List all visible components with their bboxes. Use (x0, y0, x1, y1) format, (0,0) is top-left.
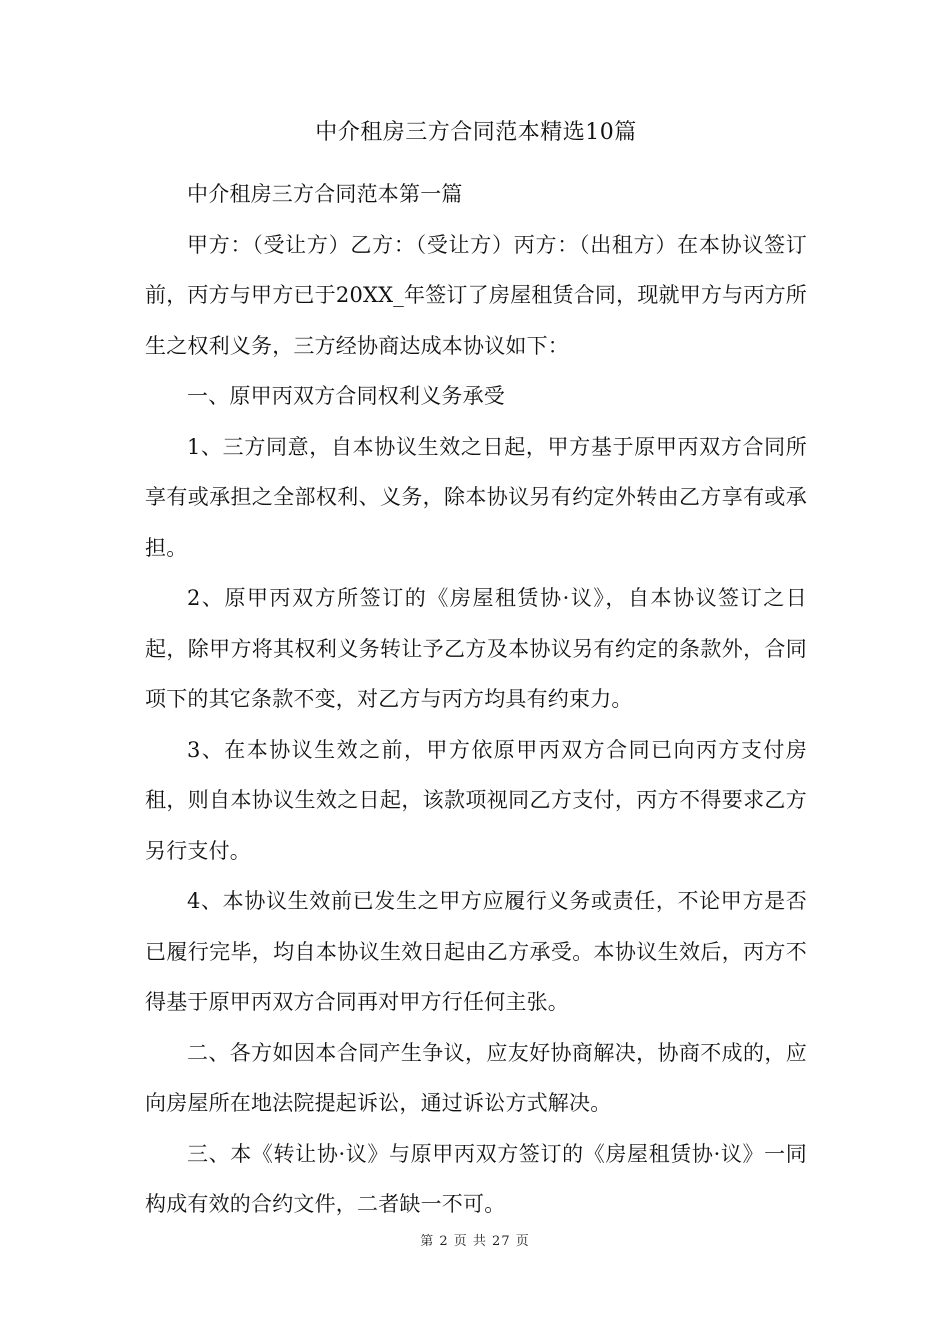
clause-1-2: 2、原甲丙双方所签订的《房屋租赁协·议》，自本协议签订之日起，除甲方将其权利义务转让予乙方及本协议另有约定的条款外，合同项下的其它条款不变，对乙方与丙方均具有约束力。 (145, 586, 807, 711)
paragraph-parties: 甲方：（受让方）乙方：（受让方）丙方：（出租方）在本协议签订前，丙方与甲方已于20XX_年签订了房屋租赁合同，现就甲方与丙方所生之权利义务，三方经协商达成本协议如下： (145, 232, 807, 358)
clause-1-4: 4、本协议生效前已发生之甲方应履行义务或责任，不论甲方是否已履行完毕，均自本协议生效日起由乙方承受。本协议生效后，丙方不得基于原甲丙双方合同再对甲方行任何主张。 (145, 889, 807, 1014)
document-body (145, 115, 807, 1230)
clause-1-1: 1、三方同意，自本协议生效之日起，甲方基于原甲丙双方合同所享有或承担之全部权利、义务，除本协议另有约定外转由乙方享有或承担。 (145, 434, 807, 560)
clause-heading-1: 一、原甲丙双方合同权利义务承受 (187, 384, 505, 408)
section-heading: 中介租房三方合同范本第一篇 (187, 182, 463, 206)
clause-1-3: 3、在本协议生效之前，甲方依原甲丙双方合同已向丙方支付房租，则自本协议生效之日起，该款项视同乙方支付，丙方不得要求乙方另行支付。 (145, 737, 807, 863)
clause-3: 三、本《转让协·议》与原甲丙双方签订的《房屋租赁协·议》一同构成有效的合约文件，二者缺一不可。 (145, 1141, 807, 1216)
document-title: 中介租房三方合同范本精选10篇 (315, 120, 637, 145)
clause-2: 二、各方如因本合同产生争议，应友好协商解决，协商不成的，应向房屋所在地法院提起诉讼，通过诉讼方式解决。 (145, 1040, 807, 1115)
page-number-footer: 第 2 页 共 27 页 (420, 1234, 530, 1249)
